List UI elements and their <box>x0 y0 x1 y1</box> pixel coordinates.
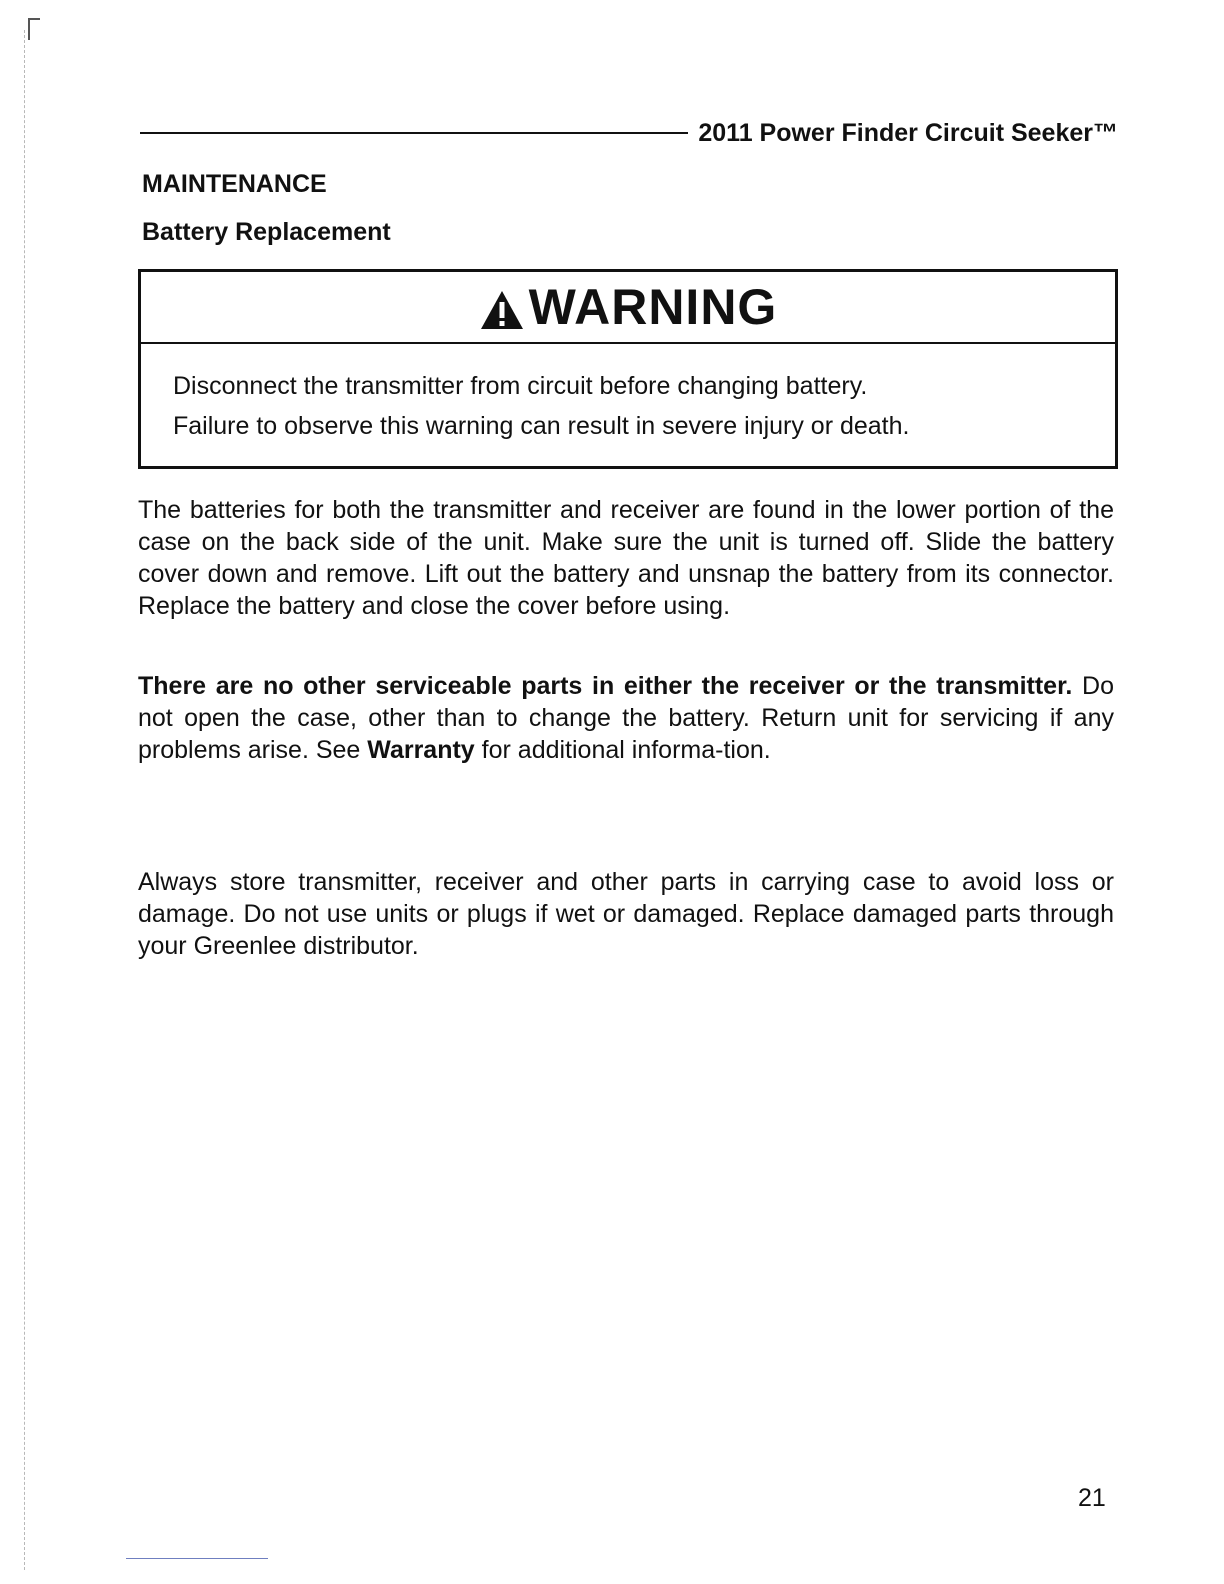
serviceable-parts-paragraph <box>138 670 1114 766</box>
warning-line: Disconnect the transmitter from circuit before changing battery. <box>173 372 868 400</box>
warning-label: WARNING <box>528 279 778 335</box>
section-title: MAINTENANCE <box>142 170 327 198</box>
footer-rule <box>126 1558 268 1559</box>
warning-line: Failure to observe this warning can result in severe injury or death. <box>173 412 910 440</box>
header-rule <box>140 132 688 134</box>
serviceable-parts-text-end: for additional informa-tion. <box>474 736 771 764</box>
scan-margin-edge <box>24 30 25 1570</box>
page-number: 21 <box>1078 1484 1106 1512</box>
warning-triangle-icon <box>479 289 525 331</box>
serviceable-parts-bold: There are no other serviceable parts in either the receiver or the transmitter. <box>138 672 1073 700</box>
storage-paragraph: Always store transmitter, receiver and other parts in carrying case to avoid loss or damage. Do not use units or plugs if wet or damaged. Replace damaged parts through your Greenlee distributor. <box>138 868 1114 960</box>
warning-body <box>141 344 1115 446</box>
warning-header <box>141 272 1115 344</box>
serviceable-parts-text: Do not open the case, other than to change the battery. Return unit for servicing if any problems arise. See <box>138 672 1114 764</box>
header-title: 2011 Power Finder Circuit Seeker™ <box>698 118 1118 147</box>
scan-corner-mark <box>28 18 40 40</box>
warranty-reference: Warranty <box>367 736 475 764</box>
page-header <box>140 116 1118 150</box>
battery-paragraph: The batteries for both the transmitter and receiver are found in the lower portion of the case on the back side of the unit. Make sure the unit is turned off. Slide the battery cover down and remove. Lift out the battery and unsnap the battery from its connector. Replace the battery and close the cover before using. <box>138 496 1114 620</box>
warning-box <box>138 269 1118 469</box>
subsection-title: Battery Replacement <box>142 218 391 246</box>
